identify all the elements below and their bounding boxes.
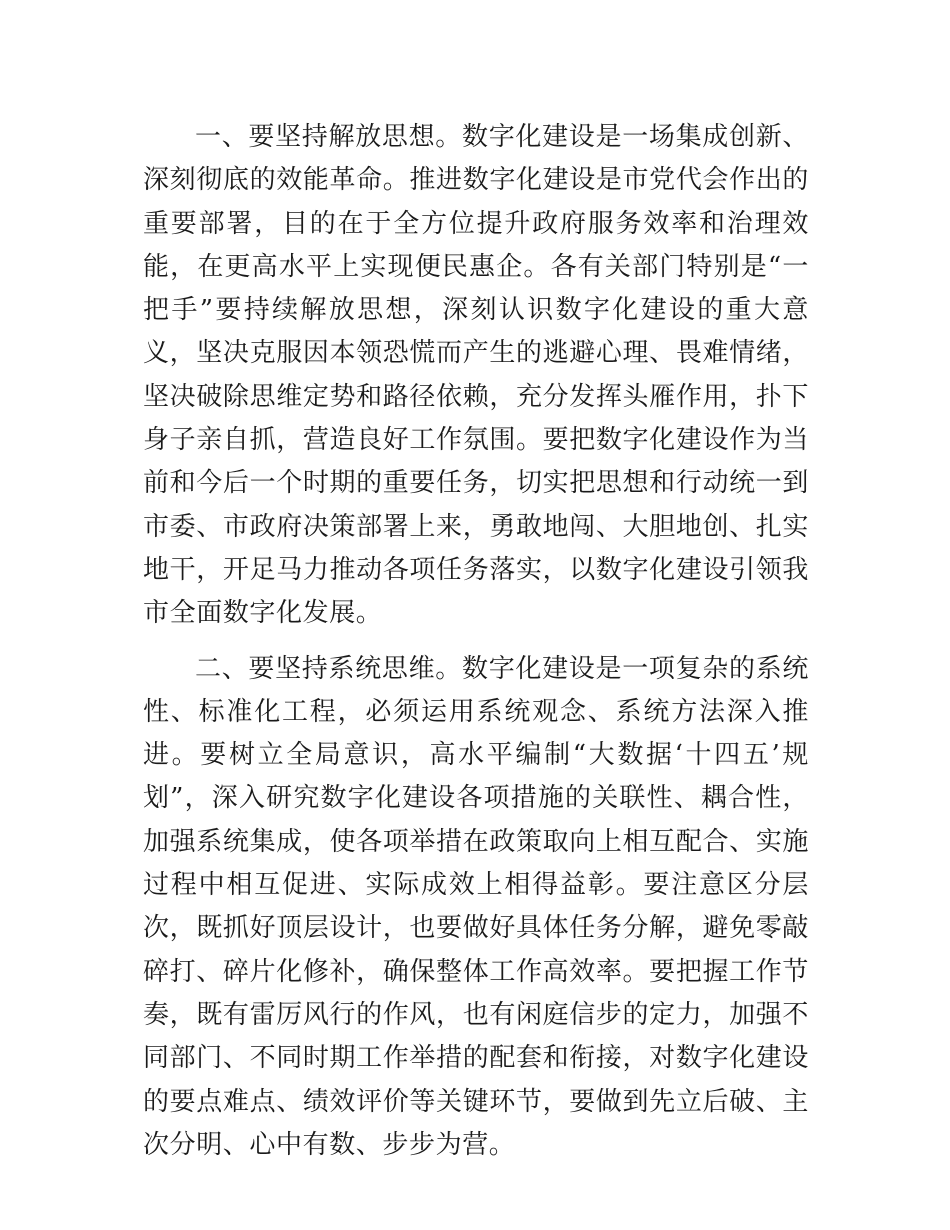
paragraph-liberate-thinking: 一、要坚持解放思想。数字化建设是一场集成创新、深刻彻底的效能革命。推进数字化建设是市党代会作出的重要部署，目的在于全方位提升政府服务效率和治理效能，在更高水平上实现便民惠企。各有关部门特别是“一把手”要持续解放思想，深刻认识数字化建设的重大意义，坚决克服因本领恐慌而产生的逃避心理、畏难情绪，坚决破除思维定势和路径依赖，充分发挥头雁作用，扑下身子亲自抓，营造良好工作氛围。要把数字化建设作为当前和今后一个时期的重要任务，切实把思想和行动统一到市委、市政府决策部署上来，勇敢地闯、大胆地创、扎实地干，开足马力推动各项任务落实，以数字化建设引领我市全面数字化发展。 [143, 122, 809, 629]
document-body [143, 116, 809, 1179]
paragraph-systems-thinking: 二、要坚持系统思维。数字化建设是一项复杂的系统性、标准化工程，必须运用系统观念、系统方法深入推进。要树立全局意识，高水平编制“大数据‘十四五’规划”，深入研究数字化建设各项措施的关联性、耦合性，加强系统集成，使各项举措在政策取向上相互配合、实施过程中相互促进、实际成效上相得益彰。要注意区分层次，既抓好顶层设计，也要做好具体任务分解，避免零敲碎打、碎片化修补，确保整体工作高效率。要把握工作节奏，既有雷厉风行的作风，也有闲庭信步的定力，加强不同部门、不同时期工作举措的配套和衔接，对数字化建设的要点难点、绩效评价等关键环节，要做到先立后破、主次分明、心中有数、步步为营。 [143, 653, 809, 1160]
